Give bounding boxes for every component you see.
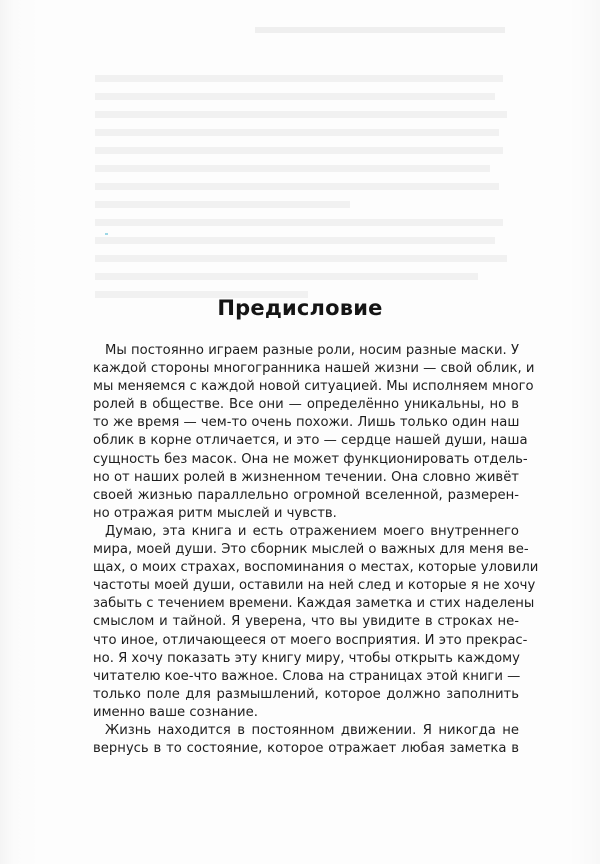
text-line: сущность без масок. Она не может функционировать отдель- (93, 451, 528, 467)
show-through-text (95, 75, 520, 309)
text-line: каждой стороны многогранника нашей жизни — свой облик, и (93, 361, 535, 377)
text-line: вернусь в то состояние, которое отражает любая заметка в (93, 741, 519, 757)
paragraph-1 (93, 342, 535, 523)
text-line: то же время — чем-то очень похожи. Лишь только один наш (93, 415, 520, 431)
text-line: но. Я хочу показать эту книгу миру, чтобы открыть каждому (93, 650, 520, 666)
scan-artifact (105, 233, 108, 235)
text-line: щах, о моих страхах, воспоминания о местах, которые уловили (93, 560, 539, 576)
text-line: ролей в обществе. Все они — определённо уникальны, но в (93, 397, 519, 413)
text-line: но от наших ролей в жизненном течении. Она словно живёт (93, 469, 519, 485)
text-line: мира, моей души. Это сборник мыслей о важных для меня ве- (93, 542, 529, 558)
text-line: своей жизнью параллельно огромной вселенной, размерен- (93, 487, 519, 503)
text-line: что иное, отличающееся от моего восприятия. И это прекрас- (93, 632, 528, 648)
show-through-header (255, 27, 505, 33)
text-line: забыть с течением времени. Каждая заметка и стих наделены (93, 596, 535, 612)
paragraph-3 (93, 722, 519, 758)
text-line: только поле для размышлений, которое должно заполнить (93, 686, 519, 702)
text-line: мы меняемся с каждой новой ситуацией. Мы исполняем много (93, 379, 534, 395)
chapter-title: Предисловие (217, 296, 383, 320)
text-line: облик в корне отличается, и это — сердце нашей души, наша (93, 433, 528, 449)
paragraph-2 (93, 523, 539, 722)
body-text (93, 342, 539, 758)
text-line: Мы постоянно играем разные роли, носим разные маски. У (105, 343, 519, 358)
text-line: читателю кое-что важное. Слова на страницах этой книги — (93, 668, 521, 684)
text-line: частоты моей души, оставили на ней след и которые я не хочу (93, 578, 536, 594)
text-line: но отражая ритм мыслей и чувств. (93, 505, 337, 521)
text-line: Думаю, эта книга и есть отражением моего внутреннего (105, 523, 519, 539)
text-line: смыслом и тайной. Я уверена, что вы увидите в строках не- (93, 614, 519, 630)
text-line: Жизнь находится в постоянном движении. Я никогда не (105, 722, 519, 738)
text-line: именно ваше сознание. (93, 704, 258, 720)
